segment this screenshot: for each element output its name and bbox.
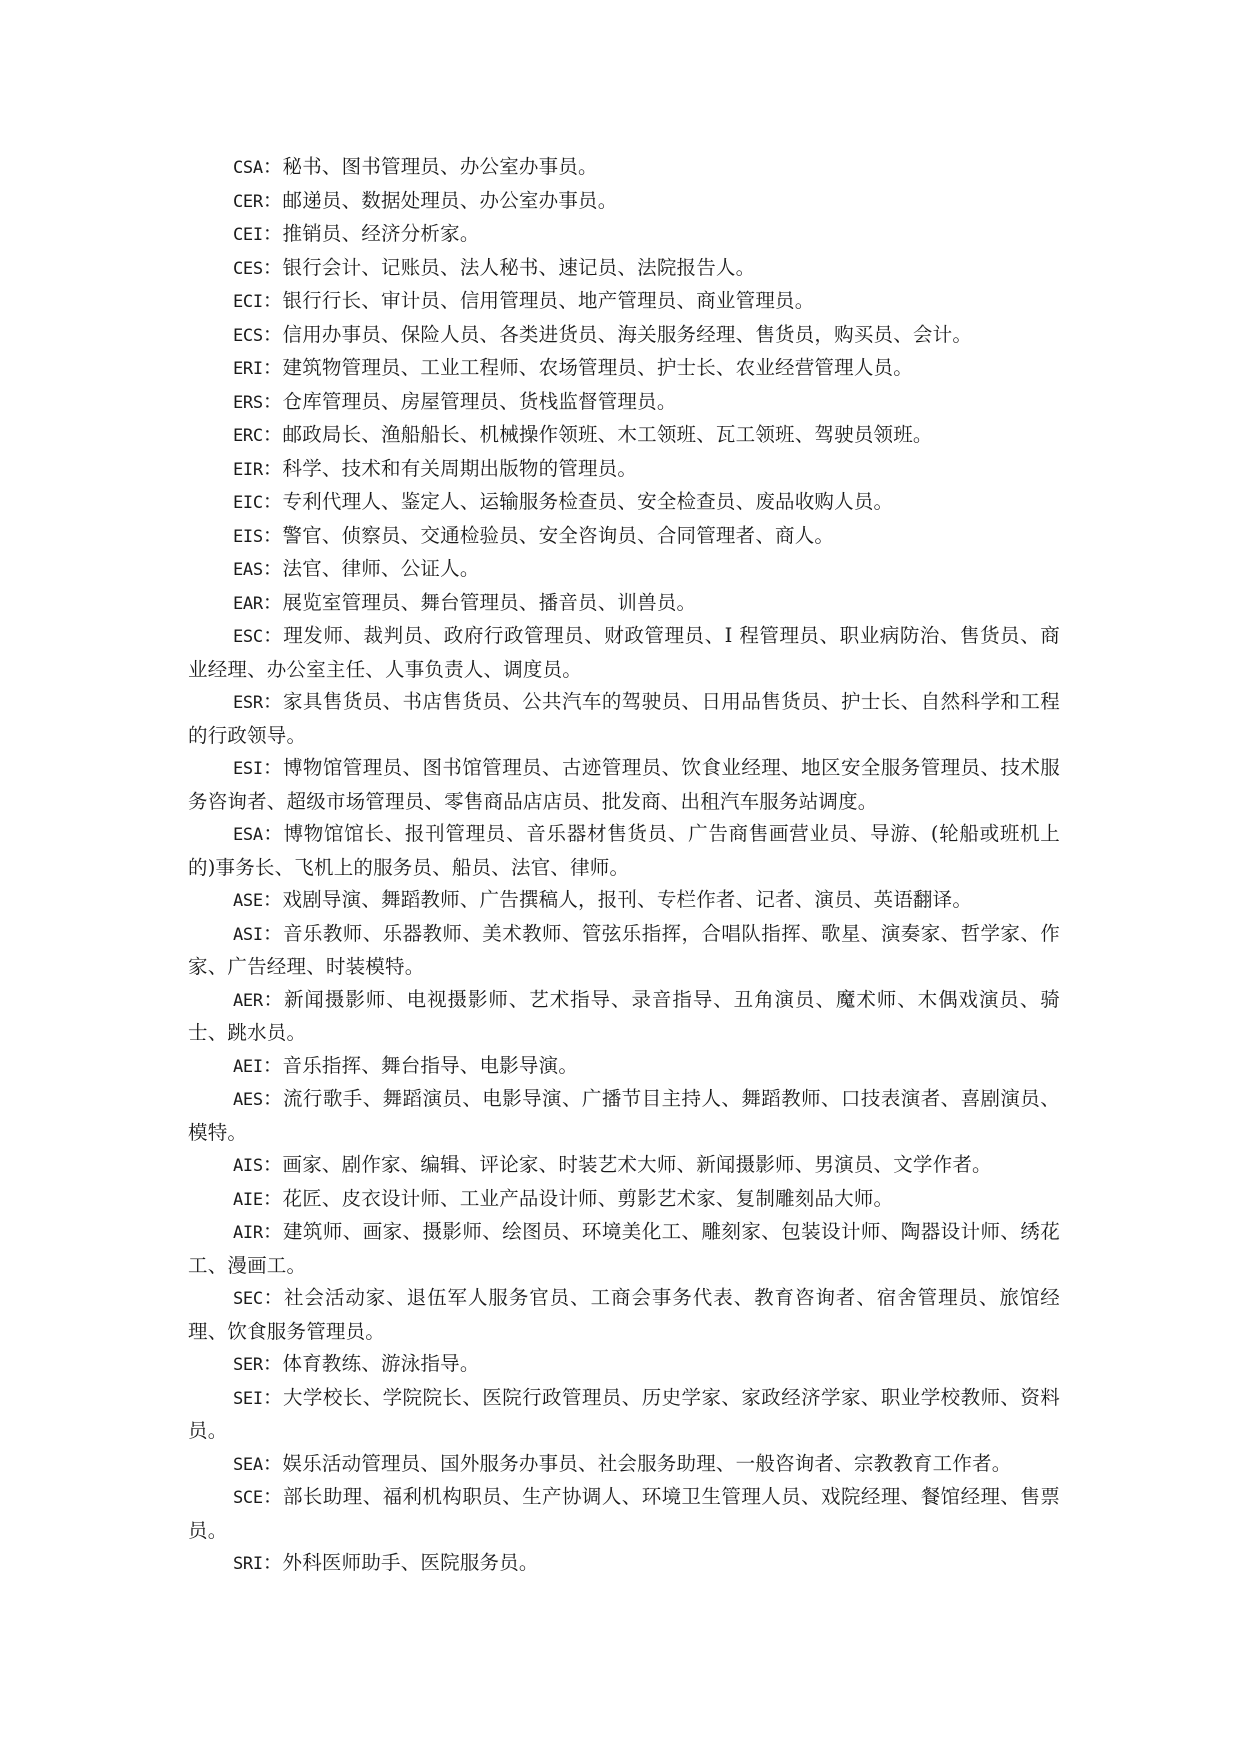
holland-code: CEI [233,225,263,245]
occupation-entry-eri [188,352,1060,386]
occupation-list: ：秘书、图书管理员、办公室办事员。 [262,155,598,178]
occupation-entry-cer [188,185,1060,219]
occupation-entry-sri [188,1547,1060,1581]
occupation-entry-erc [188,419,1060,453]
occupation-list: ：音乐指挥、舞台指导、电影导演。 [262,1053,579,1077]
occupation-list: ：科学、技术和有关周期出版物的管理员。 [262,456,638,480]
occupation-entry-eic [188,486,1060,520]
occupation-entry-ers [188,386,1060,420]
document-body [188,151,1060,1581]
holland-code: AIE [233,1189,263,1210]
occupation-list: ：家具售货员、书店售货员、公共汽车的驾驶员、日用品售货员、护士长、自然科学和工程的行政领导。 [188,690,1060,747]
holland-code: CSA [233,158,263,178]
occupation-entry-esr [188,686,1060,752]
holland-code: EAS [233,560,263,580]
occupation-list: ：流行歌手、舞蹈演员、电影导演、广播节目主持人、舞蹈教师、口技表演者、喜剧演员、模特。 [188,1087,1060,1144]
occupation-entry-ais [188,1149,1060,1183]
holland-code: ESA [233,825,263,845]
occupation-entry-aei [188,1050,1060,1084]
holland-code: EIS [233,526,263,547]
occupation-entry-esi [188,752,1060,818]
holland-code: ESI [233,759,263,779]
occupation-list: ：博物馆管理员、图书馆管理员、古迹管理员、饮食业经理、地区安全服务管理员、技术服务咨询者、超级市场管理员、零售商品店店员、批发商、出租汽车服务站调度。 [188,756,1060,813]
occupation-entry-sea [188,1448,1060,1482]
holland-code: AEI [233,1056,263,1077]
occupation-list: ：画家、剧作家、编辑、评论家、时装艺术大师、新闻摄影师、男演员、文学作者。 [262,1153,992,1176]
holland-code: ASE [233,891,263,911]
occupation-list: ：邮政局长、渔船船长、机械操作领班、木工领班、瓦工领班、驾驶员领班。 [262,423,933,446]
occupation-list: ：娱乐活动管理员、国外服务办事员、社会服务助理、一般咨询者、宗教教育工作者。 [262,1451,1012,1475]
holland-code: AIS [233,1156,263,1176]
occupation-entry-ase [188,884,1060,918]
occupation-list: ：部长助理、福利机构职员、生产协调人、环境卫生管理人员、戏院经理、餐馆经理、售票员。 [188,1485,1060,1542]
occupation-entry-aer [188,984,1060,1050]
occupation-list: ：银行行长、审计员、信用管理员、地产管理员、商业管理员。 [262,289,815,312]
holland-code: ERC [233,426,263,446]
holland-code: ESC [233,627,263,647]
occupation-list: ：外科医师助手、医院服务员。 [262,1551,539,1574]
occupation-entry-ser [188,1348,1060,1382]
holland-code: AER [233,990,263,1011]
occupation-entry-asi [188,918,1060,984]
occupation-entry-air [188,1216,1060,1282]
occupation-entry-sei [188,1382,1060,1448]
occupation-list: ：大学校长、学院院长、医院行政管理员、历史学家、家政经济学家、职业学校教师、资料员。 [188,1385,1060,1442]
occupation-list: ：花匠、皮衣设计师、工业产品设计师、剪影艺术家、复制雕刻品大师。 [262,1186,894,1210]
occupation-entry-eci [188,285,1060,319]
occupation-list: ：体育教练、游泳指导。 [262,1352,480,1375]
occupation-entry-eas [188,553,1060,587]
occupation-list: ：建筑师、画家、摄影师、绘图员、环境美化工、雕刻家、包装设计师、陶器设计师、绣花工、漫画工。 [188,1220,1060,1277]
holland-code: SER [233,1355,263,1375]
occupation-entry-sce [188,1481,1060,1547]
holland-code: AES [233,1090,263,1110]
occupation-entry-eis [188,520,1060,554]
holland-code: ECS [233,325,263,346]
occupation-list: ：建筑物管理员、工业工程师、农场管理员、护士长、农业经营管理人员。 [262,356,913,379]
occupation-entry-eir [188,453,1060,487]
occupation-list: ：博物馆馆长、报刊管理员、音乐器材售货员、广告商售画营业员、导游、(轮船或班机上的)事务长、飞机上的服务员、船员、法官、律师。 [188,822,1060,879]
holland-code: SRI [233,1554,263,1574]
holland-code: ESR [233,693,263,713]
occupation-list: ：仓库管理员、房屋管理员、货栈监督管理员。 [262,389,677,413]
occupation-entry-aie [188,1183,1060,1217]
occupation-entry-ces [188,252,1060,286]
holland-code: ERI [233,359,263,379]
occupation-list: ：音乐教师、乐器教师、美术教师、管弦乐指挥，合唱队指挥、歌星、演奏家、哲学家、作家、广告经理、时装模特。 [188,921,1060,978]
holland-code: AIR [233,1223,263,1243]
occupation-entry-esa [188,818,1060,884]
holland-code: CES [233,258,263,279]
occupation-entry-aes [188,1083,1060,1149]
holland-code: SCE [233,1488,263,1508]
holland-code: SEA [233,1454,263,1475]
occupation-entry-ear [188,587,1060,621]
occupation-list: ：展览室管理员、舞台管理员、播音员、训兽员。 [262,590,697,614]
holland-code: EAR [233,593,263,614]
holland-code: ECI [233,292,263,312]
occupation-list: ：邮递员、数据处理员、办公室办事员。 [262,188,618,212]
occupation-entry-cei [188,218,1060,252]
occupation-entry-sec [188,1282,1060,1348]
holland-code: ERS [233,392,263,413]
holland-code: CER [233,191,263,212]
occupation-list: ：警官、侦察员、交通检验员、安全咨询员、合同管理者、商人。 [262,523,835,547]
occupation-entry-esc [188,620,1060,686]
holland-code: EIR [233,459,263,480]
occupation-list: ：理发师、裁判员、政府行政管理员、财政管理员、I 程管理员、职业病防治、售货员、商业经理、办公室主任、人事负责人、调度员。 [188,624,1060,681]
occupation-list: ：法官、律师、公证人。 [262,557,480,580]
occupation-entry-csa [188,151,1060,185]
occupation-list: ：新闻摄影师、电视摄影师、艺术指导、录音指导、丑角演员、魔术师、木偶戏演员、骑士、跳水员。 [188,987,1060,1044]
occupation-list: ：银行会计、记账员、法人秘书、速记员、法院报告人。 [262,255,756,279]
holland-code: SEC [233,1289,263,1309]
holland-code: EIC [233,493,263,513]
occupation-list: ：专利代理人、鉴定人、运输服务检查员、安全检查员、废品收购人员。 [262,490,894,513]
occupation-list: ：推销员、经济分析家。 [262,222,480,245]
holland-code: SEI [233,1388,263,1409]
occupation-list: ：信用办事员、保险人员、各类进货员、海关服务经理、售货员，购买员、会计。 [262,322,973,346]
occupation-list: ：戏剧导演、舞蹈教师、广告撰稿人，报刊、专栏作者、记者、演员、英语翻译。 [262,888,973,911]
holland-code: ASI [233,924,263,945]
occupation-entry-ecs [188,319,1060,353]
occupation-list: ：社会活动家、退伍军人服务官员、工商会事务代表、教育咨询者、宿舍管理员、旅馆经理、饮食服务管理员。 [188,1286,1060,1343]
